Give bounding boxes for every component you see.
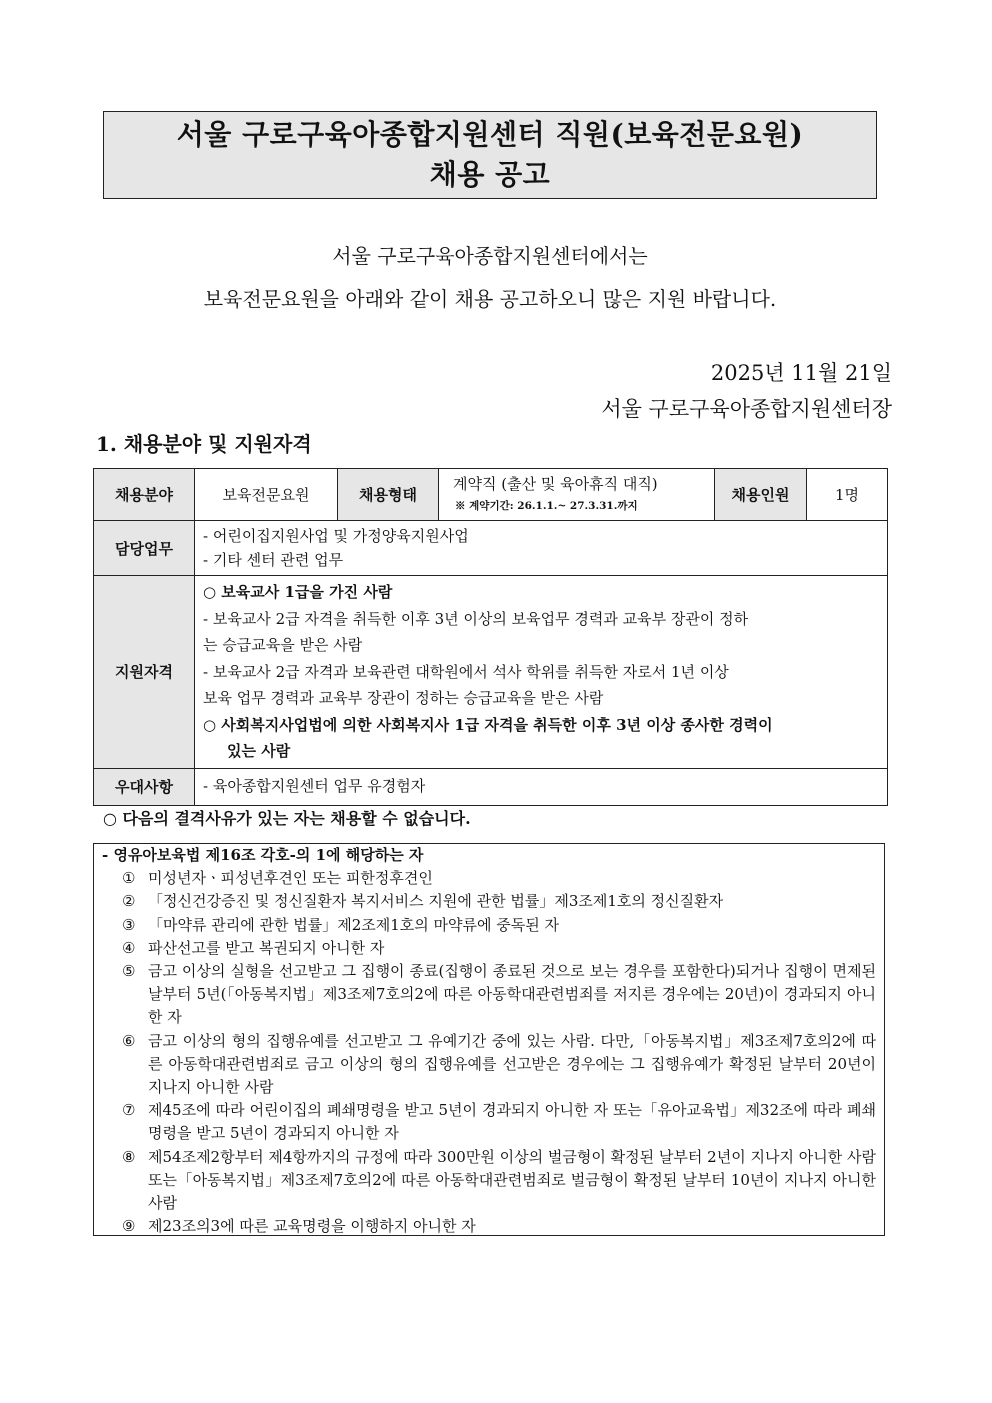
count-label: 채용인원 [715,469,807,521]
item-number: ② [122,892,136,911]
item-text: 금고 이상의 형의 집행유예를 선고받고 그 유예기간 중에 있는 사람. 다만,「아동복지법」제3조제7호의2에 따른 아동학대관련범죄로 금고 이상의 형의 집행유예를 선고받은 경우에는 그 집행유예가 확정된 날부터 20년이 지나지 아니한 사람 [148,1031,876,1097]
qual-line: 있는 사람 [227,742,291,760]
title-line-1: 서울 구로구육아종합지원센터 직원(보육전문요원) [176,118,804,151]
pref-value: - 육아종합지원센터 업무 유경험자 [195,768,888,805]
field-value: 보육전문요원 [195,469,338,521]
item-text: 금고 이상의 실형을 선고받고 그 집행이 종료(집행이 종료된 것으로 보는 경우를 포함한다)되거나 집행이 면제된 날부터 5년(「아동복지법」제3조제7호의2에 따른 아동학대관련범죄를 저지른 경우에는 20년)이 경과되지 아니한 자 [148,962,876,1027]
qual-line: 보육 업무 경력과 교육부 장관이 정하는 승급교육을 받은 사람 [203,689,604,707]
qual-line: 는 승급교육을 받은 사람 [203,636,363,654]
list-item [102,867,876,890]
intro-line-2: 보육전문요원을 아래와 같이 채용 공고하오니 많은 지원 바랍니다. [203,287,777,311]
duty-line: - 어린이집지원사업 및 가정양육지원사업 [203,527,469,545]
intro-line-1: 서울 구로구육아종합지원센터에서는 [332,244,648,268]
item-number: ⑦ [122,1101,136,1120]
type-value: 계약직 (출산 및 육아휴직 대직) [453,474,658,493]
section-1-title: 1. 채용분야 및 지원자격 [96,432,312,456]
item-text: 미성년자ㆍ피성년후견인 또는 피한정후견인 [148,869,433,888]
item-number: ⑧ [122,1147,136,1166]
qual-line: - 보육교사 2급 자격과 보육관련 대학원에서 석사 학위를 취득한 자로서 1년 이상 [203,662,729,681]
item-text: 「마약류 관리에 관한 법률」제2조제1호의 마약류에 중독된 자 [148,915,559,934]
list-item [102,1146,876,1216]
item-number: ① [122,869,136,888]
announcement-date: 2025년 11월 21일 [710,361,892,385]
table-row [94,521,888,576]
item-number: ⑤ [122,962,136,981]
title-line-2: 채용 공고 [429,158,551,191]
list-item [102,937,876,960]
type-label: 채용형태 [338,469,439,521]
table-row [94,768,888,805]
item-text: 제45조에 따라 어린이집의 폐쇄명령을 받고 5년이 경과되지 아니한 자 또는「유아교육법」제32조에 따라 폐쇄명령을 받고 5년이 경과되지 아니한 자 [148,1101,876,1143]
recruitment-table [93,468,888,806]
qual-label: 지원자격 [94,576,195,769]
qual-line: - 보육교사 2급 자격을 취득한 이후 3년 이상의 보육업무 경력과 교육부 장관이 정하 [203,609,749,628]
item-number: ⑥ [122,1031,136,1050]
qual-line: ○ 사회복지사업법에 의한 사회복지사 1급 자격을 취득한 이후 3년 이상 종사한 경력이 [203,715,773,734]
list-item [102,1215,876,1238]
pref-label: 우대사항 [94,768,195,805]
item-number: ③ [122,915,136,934]
table-row [94,576,888,769]
duty-cell [195,521,888,576]
item-text: 파산선고를 받고 복권되지 아니한 자 [148,938,385,957]
item-number: ⑨ [122,1217,136,1236]
field-label: 채용분야 [94,469,195,521]
item-number: ④ [122,938,136,957]
list-item [102,914,876,937]
item-text: 제54조제2항부터 제4항까지의 규정에 따라 300만원 이상의 벌금형이 확정된 날부터 2년이 지나지 아니한 사람 또는「아동복지법」제3조제7호의2에 따른 아동학대관련범죄로 벌금형이 확정된 날부터 10년이 지나지 아니한 사람 [148,1147,876,1213]
duty-line: - 기타 센터 관련 업무 [203,551,344,569]
list-item [102,1030,876,1100]
item-text: 제23조의3에 따른 교육명령을 이행하지 아니한 자 [148,1217,476,1236]
list-item [102,960,876,1030]
qual-cell [195,576,888,769]
disqualification-head: - 영유아보육법 제16조 각호-의 1에 해당하는 자 [102,846,424,864]
qual-line: ○ 보육교사 1급을 가진 사람 [203,583,393,601]
list-item [102,1099,876,1145]
count-value: 1명 [807,469,888,521]
table-row [94,469,888,521]
list-item [102,890,876,913]
contract-period: ※ 계약기간: 26.1.1.~ 27.3.31.까지 [455,499,638,512]
title-box [103,111,877,199]
item-text: 「정신건강증진 및 정신질환자 복지서비스 지원에 관한 법률」제3조제1호의 정신질환자 [148,892,724,911]
duty-label: 담당업무 [94,521,195,576]
issuer: 서울 구로구육아종합지원센터장 [601,397,892,421]
type-cell [439,469,715,521]
disqualification-box [93,843,885,1236]
disqualification-notice: ○ 다음의 결격사유가 있는 자는 채용할 수 없습니다. [103,809,471,828]
